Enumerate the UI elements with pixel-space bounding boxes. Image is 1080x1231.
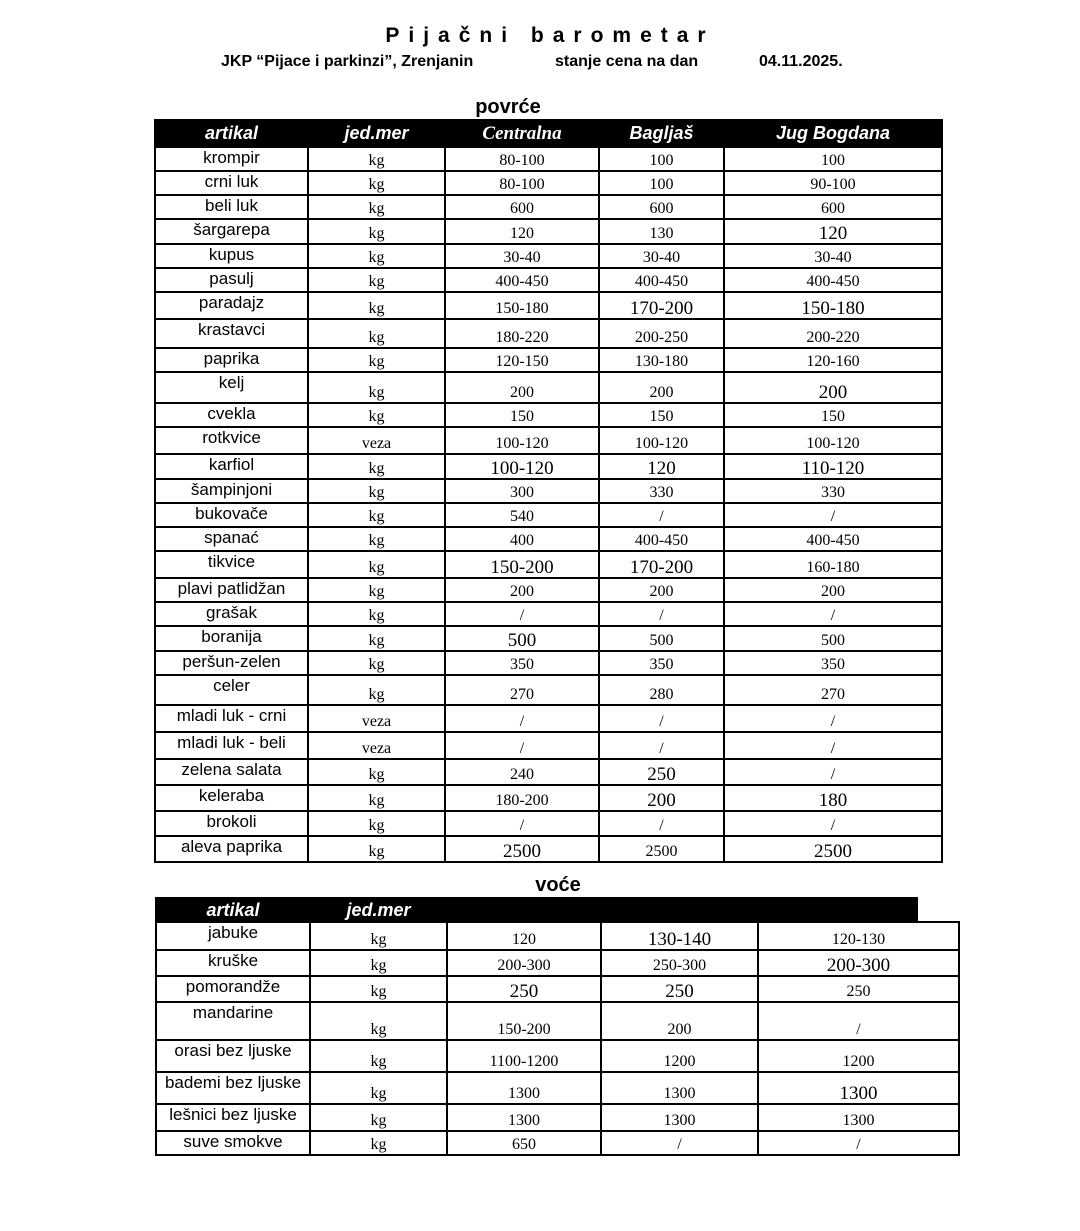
unit-cell: kg <box>308 836 445 862</box>
unit-cell: kg <box>308 551 445 578</box>
price-cell-market-1: 540 <box>445 503 599 527</box>
price-cell-market-1: 250 <box>447 976 601 1002</box>
price-cell-market-2: 1200 <box>601 1040 758 1072</box>
price-cell-market-2: 100-120 <box>599 427 724 454</box>
item-name-cell: šargarepa <box>155 219 308 244</box>
table-row <box>155 836 942 862</box>
unit-cell: kg <box>308 268 445 292</box>
price-cell-market-1: 30-40 <box>445 244 599 268</box>
table-row <box>155 675 942 705</box>
column-header-item: artikal <box>155 120 308 147</box>
table-row <box>155 147 942 171</box>
table-row <box>155 268 942 292</box>
price-cell-market-2: 250 <box>601 976 758 1002</box>
price-cell-market-3: 100 <box>724 147 942 171</box>
table-row <box>155 454 942 479</box>
table-row <box>155 705 942 732</box>
unit-cell: kg <box>308 348 445 372</box>
price-cell-market-3: 120 <box>724 219 942 244</box>
price-cell-market-2: 330 <box>599 479 724 503</box>
table-row <box>155 551 942 578</box>
price-cell-market-1: 150-180 <box>445 292 599 319</box>
item-name-cell: peršun-zelen <box>155 651 308 675</box>
unit-cell: kg <box>308 527 445 551</box>
table-row <box>155 348 942 372</box>
price-cell-market-1: 500 <box>445 626 599 651</box>
price-cell-market-3: 400-450 <box>724 527 942 551</box>
column-header-market-bagljas: Bagljaš <box>599 120 724 147</box>
item-name-cell: mladi luk - crni <box>155 705 308 732</box>
table-header-row <box>155 120 942 147</box>
price-cell-market-3: 200 <box>724 372 942 403</box>
price-cell-market-2: 500 <box>599 626 724 651</box>
unit-cell: kg <box>310 1002 447 1040</box>
price-cell-market-2: 170-200 <box>599 292 724 319</box>
price-cell-market-3: 250 <box>758 976 959 1002</box>
price-cell-market-2: 120 <box>599 454 724 479</box>
item-name-cell: pomorandže <box>156 976 310 1002</box>
unit-cell: kg <box>308 479 445 503</box>
price-cell-market-3: / <box>724 602 942 626</box>
item-name-cell: paradajz <box>155 292 308 319</box>
unit-cell: kg <box>308 675 445 705</box>
unit-cell: kg <box>308 195 445 219</box>
price-cell-market-2: / <box>599 602 724 626</box>
table-row <box>155 319 942 348</box>
unit-cell: kg <box>308 578 445 602</box>
price-cell-market-1: 120-150 <box>445 348 599 372</box>
price-cell-market-1: 1300 <box>447 1072 601 1104</box>
table-row <box>155 244 942 268</box>
price-cell-market-3: 200-220 <box>724 319 942 348</box>
price-cell-market-1: 350 <box>445 651 599 675</box>
table-row <box>155 602 942 626</box>
report-date: 04.11.2025. <box>759 53 843 70</box>
item-name-cell: zelena salata <box>155 759 308 785</box>
price-cell-market-2: 400-450 <box>599 268 724 292</box>
item-name-cell: mladi luk - beli <box>155 732 308 759</box>
item-name-cell: kelj <box>155 372 308 403</box>
price-cell-market-1: 400 <box>445 527 599 551</box>
price-cell-market-2: 100 <box>599 171 724 195</box>
item-name-cell: celer <box>155 675 308 705</box>
column-header-market-jug-bogdana: Jug Bogdana <box>724 120 942 147</box>
price-cell-market-3: 100-120 <box>724 427 942 454</box>
unit-cell: kg <box>308 372 445 403</box>
price-cell-market-1: 400-450 <box>445 268 599 292</box>
unit-cell: kg <box>308 811 445 836</box>
table-row <box>156 1002 959 1040</box>
price-cell-market-1: / <box>445 732 599 759</box>
price-cell-market-1: 100-120 <box>445 427 599 454</box>
item-name-cell: šampinjoni <box>155 479 308 503</box>
column-header-gap <box>917 898 959 922</box>
column-header-empty <box>447 898 601 922</box>
table-row <box>155 811 942 836</box>
price-cell-market-3: / <box>724 705 942 732</box>
price-cell-market-2: / <box>599 705 724 732</box>
unit-cell: veza <box>308 705 445 732</box>
item-name-cell: krompir <box>155 147 308 171</box>
item-name-cell: mandarine <box>156 1002 310 1040</box>
price-cell-market-2: 150 <box>599 403 724 427</box>
item-name-cell: cvekla <box>155 403 308 427</box>
column-header-unit: jed.mer <box>310 898 447 922</box>
price-cell-market-1: 180-220 <box>445 319 599 348</box>
state-label: stanje cena na dan <box>555 53 699 70</box>
price-cell-market-1: 120 <box>447 922 601 950</box>
item-name-cell: kruške <box>156 950 310 976</box>
item-name-cell: lešnici bez ljuske <box>156 1104 310 1131</box>
table-row <box>155 759 942 785</box>
price-cell-market-3: 150 <box>724 403 942 427</box>
unit-cell: kg <box>308 626 445 651</box>
unit-cell: kg <box>308 651 445 675</box>
price-cell-market-2: 130-180 <box>599 348 724 372</box>
item-name-cell: kupus <box>155 244 308 268</box>
price-cell-market-2: 350 <box>599 651 724 675</box>
price-cell-market-2: 130-140 <box>601 922 758 950</box>
item-name-cell: karfiol <box>155 454 308 479</box>
price-cell-market-2: 1300 <box>601 1072 758 1104</box>
price-cell-market-3: 2500 <box>724 836 942 862</box>
item-name-cell: krastavci <box>155 319 308 348</box>
vegetables-price-table <box>154 119 943 863</box>
table-row <box>155 292 942 319</box>
table-row <box>156 922 959 950</box>
price-cell-market-2: 250 <box>599 759 724 785</box>
table-row <box>155 626 942 651</box>
price-cell-market-2: / <box>601 1131 758 1155</box>
price-cell-market-1: 650 <box>447 1131 601 1155</box>
price-cell-market-3: 200 <box>724 578 942 602</box>
price-cell-market-2: 170-200 <box>599 551 724 578</box>
price-cell-market-3: 160-180 <box>724 551 942 578</box>
price-cell-market-3: / <box>724 759 942 785</box>
price-cell-market-3: 150-180 <box>724 292 942 319</box>
price-cell-market-2: 200 <box>599 785 724 811</box>
unit-cell: kg <box>308 759 445 785</box>
unit-cell: veza <box>308 427 445 454</box>
unit-cell: kg <box>308 454 445 479</box>
price-cell-market-1: / <box>445 602 599 626</box>
item-name-cell: tikvice <box>155 551 308 578</box>
unit-cell: kg <box>308 244 445 268</box>
unit-cell: kg <box>310 1131 447 1155</box>
section-title-fruit: voće <box>535 874 581 896</box>
price-cell-market-2: 100 <box>599 147 724 171</box>
unit-cell: kg <box>308 503 445 527</box>
column-header-empty <box>758 898 917 922</box>
item-name-cell: spanać <box>155 527 308 551</box>
unit-cell: veza <box>308 732 445 759</box>
price-cell-market-1: 200 <box>445 372 599 403</box>
table-row <box>155 732 942 759</box>
item-name-cell: bukovače <box>155 503 308 527</box>
item-name-cell: aleva paprika <box>155 836 308 862</box>
section-title-vegetables: povrće <box>475 96 541 118</box>
price-cell-market-2: 400-450 <box>599 527 724 551</box>
price-cell-market-2: 250-300 <box>601 950 758 976</box>
price-cell-market-1: 100-120 <box>445 454 599 479</box>
table-row <box>155 527 942 551</box>
price-cell-market-2: / <box>599 732 724 759</box>
price-cell-market-3: 270 <box>724 675 942 705</box>
price-cell-market-1: 1300 <box>447 1104 601 1131</box>
unit-cell: kg <box>310 1072 447 1104</box>
item-name-cell: orasi bez ljuske <box>156 1040 310 1072</box>
unit-cell: kg <box>308 292 445 319</box>
price-cell-market-3: 330 <box>724 479 942 503</box>
price-cell-market-2: 600 <box>599 195 724 219</box>
table-row <box>155 651 942 675</box>
price-cell-market-1: 200 <box>445 578 599 602</box>
unit-cell: kg <box>308 785 445 811</box>
unit-cell: kg <box>310 922 447 950</box>
price-cell-market-3: 350 <box>724 651 942 675</box>
item-name-cell: grašak <box>155 602 308 626</box>
price-cell-market-2: / <box>599 811 724 836</box>
table-row <box>156 1040 959 1072</box>
item-name-cell: brokoli <box>155 811 308 836</box>
price-cell-market-2: 200 <box>599 372 724 403</box>
price-cell-market-1: / <box>445 811 599 836</box>
price-cell-market-3: 110-120 <box>724 454 942 479</box>
unit-cell: kg <box>310 950 447 976</box>
price-cell-market-3: 90-100 <box>724 171 942 195</box>
price-cell-market-3: 1300 <box>758 1072 959 1104</box>
unit-cell: kg <box>308 602 445 626</box>
price-cell-market-1: 2500 <box>445 836 599 862</box>
table-row <box>155 578 942 602</box>
table-row <box>156 1072 959 1104</box>
price-cell-market-1: / <box>445 705 599 732</box>
item-name-cell: suve smokve <box>156 1131 310 1155</box>
table-row <box>156 950 959 976</box>
price-cell-market-3: 1200 <box>758 1040 959 1072</box>
price-cell-market-2: 200 <box>599 578 724 602</box>
table-row <box>155 785 942 811</box>
price-cell-market-3: / <box>724 503 942 527</box>
unit-cell: kg <box>308 171 445 195</box>
table-row <box>156 1131 959 1155</box>
price-cell-market-1: 300 <box>445 479 599 503</box>
unit-cell: kg <box>310 1104 447 1131</box>
price-cell-market-3: 120-130 <box>758 922 959 950</box>
table-row <box>155 171 942 195</box>
price-cell-market-2: 2500 <box>599 836 724 862</box>
price-cell-market-1: 1100-1200 <box>447 1040 601 1072</box>
price-cell-market-3: / <box>724 811 942 836</box>
price-cell-market-1: 150-200 <box>447 1002 601 1040</box>
price-cell-market-3: 200-300 <box>758 950 959 976</box>
table-row <box>155 219 942 244</box>
unit-cell: kg <box>308 219 445 244</box>
unit-cell: kg <box>308 403 445 427</box>
price-cell-market-2: 200 <box>601 1002 758 1040</box>
price-cell-market-2: 30-40 <box>599 244 724 268</box>
unit-cell: kg <box>310 1040 447 1072</box>
document-title: Pijačni barometar <box>385 24 715 47</box>
price-cell-market-3: / <box>724 732 942 759</box>
unit-cell: kg <box>308 319 445 348</box>
fruit-price-table <box>155 897 960 1156</box>
price-cell-market-3: 600 <box>724 195 942 219</box>
price-cell-market-3: 1300 <box>758 1104 959 1131</box>
table-row <box>155 427 942 454</box>
price-cell-market-1: 150-200 <box>445 551 599 578</box>
item-name-cell: beli luk <box>155 195 308 219</box>
item-name-cell: bademi bez ljuske <box>156 1072 310 1104</box>
price-cell-market-1: 600 <box>445 195 599 219</box>
unit-cell: kg <box>308 147 445 171</box>
table-row <box>155 372 942 403</box>
table-header-row <box>156 898 959 922</box>
price-cell-market-1: 240 <box>445 759 599 785</box>
price-cell-market-3: 400-450 <box>724 268 942 292</box>
price-cell-market-1: 80-100 <box>445 147 599 171</box>
table-row <box>155 195 942 219</box>
table-row <box>155 403 942 427</box>
item-name-cell: rotkvice <box>155 427 308 454</box>
unit-cell: kg <box>310 976 447 1002</box>
price-cell-market-1: 80-100 <box>445 171 599 195</box>
price-cell-market-3: / <box>758 1002 959 1040</box>
item-name-cell: pasulj <box>155 268 308 292</box>
price-cell-market-1: 120 <box>445 219 599 244</box>
table-row <box>155 479 942 503</box>
price-cell-market-2: 130 <box>599 219 724 244</box>
item-name-cell: crni luk <box>155 171 308 195</box>
price-cell-market-1: 200-300 <box>447 950 601 976</box>
column-header-unit: jed.mer <box>308 120 445 147</box>
price-cell-market-3: 120-160 <box>724 348 942 372</box>
price-cell-market-2: 200-250 <box>599 319 724 348</box>
column-header-market-centralna: Centralna <box>445 120 599 147</box>
item-name-cell: paprika <box>155 348 308 372</box>
item-name-cell: plavi patlidžan <box>155 578 308 602</box>
table-row <box>156 976 959 1002</box>
organization-name: JKP “Pijace i parkinzi”, Zrenjanin <box>221 53 474 70</box>
price-cell-market-3: / <box>758 1131 959 1155</box>
price-cell-market-1: 180-200 <box>445 785 599 811</box>
column-header-empty <box>601 898 758 922</box>
table-row <box>155 503 942 527</box>
item-name-cell: jabuke <box>156 922 310 950</box>
item-name-cell: keleraba <box>155 785 308 811</box>
column-header-item: artikal <box>156 898 310 922</box>
item-name-cell: boranija <box>155 626 308 651</box>
price-cell-market-3: 500 <box>724 626 942 651</box>
price-cell-market-1: 270 <box>445 675 599 705</box>
price-cell-market-2: 280 <box>599 675 724 705</box>
price-cell-market-3: 30-40 <box>724 244 942 268</box>
price-cell-market-3: 180 <box>724 785 942 811</box>
price-cell-market-2: 1300 <box>601 1104 758 1131</box>
price-cell-market-2: / <box>599 503 724 527</box>
price-cell-market-1: 150 <box>445 403 599 427</box>
table-row <box>156 1104 959 1131</box>
